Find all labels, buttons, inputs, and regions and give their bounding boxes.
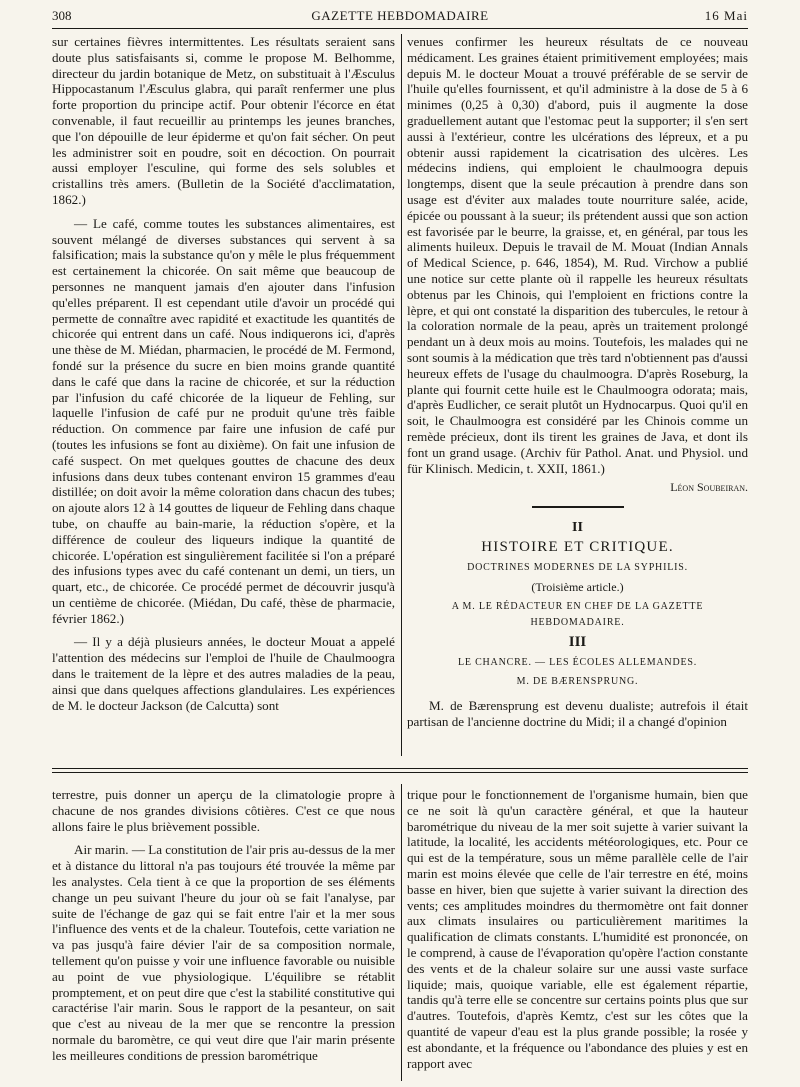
paragraph: sur certaines fièvres intermittentes. Les résultats seraient sans doute plus satisfaisants si, comme le propose M. Belhomme, directeur du jardin botanique de Metz, on substituait à l'Æsculus Hippocastanum l'Æsculus glabra, qui paraît renfermer une plus forte proportion du principe actif. Pour obtenir l'écorce en état convenable, il faut recueillir au printemps les jeunes branches, que l'on dépouille de leur épiderme et qu'on fait sécher. On peut les administrer soit en poudre, soit en décoction. On pourrait aussi employer l'esculine, qui forme des sels solubles et cristallins très amers. (Bulletin de la Société d'acclimatation, 1862.) [52, 34, 395, 207]
section-number: II [572, 520, 583, 536]
section-rule [532, 506, 624, 508]
column-divider [401, 784, 402, 1081]
article-address: A M. LE RÉDACTEUR EN CHEF DE LA GAZETTE HEBDOMADAIRE. [451, 601, 704, 629]
journal-title: GAZETTE HEBDOMADAIRE [311, 8, 489, 23]
feuilleton-rule [52, 772, 748, 773]
paragraph: M. de Bærensprung est devenu dualiste; autrefois il était partisan de l'ancienne doctrine du Midi; il a changé d'opinion [407, 698, 748, 730]
column-divider [401, 34, 402, 756]
paragraph: — Le café, comme toutes les substances alimentaires, est souvent mélangé de diverses substances qui servent à sa falsification; mais la substance qu'on y mêle le plus fréquemment est certainement la chicorée. On sait même que beaucoup de personnes ne manquent jamais d'en ajouter dans l'infusion qu'elles préparent. Il est cependant utile d'avoir un procédé qui permette de connaître avec rapidité et exactitude les quantités de chicorée qui entrent dans un café. Nous indiquerons ici, d'après une thèse de M. Miédan, pharmacien, le procédé de M. Fermond, fondé sur la présence du sucre en bien moins grande quantité dans le café que dans la racine de chicorée, et sur la réduction par l'infusion du café chicorée de la liqueur de Fehling, sur laquelle l'infusion de café pur ne produit qu'une très faible réduction. On commence par faire une infusion de café pur (toutes les infusions se font au dixième). On fait une infusion de café suspect. On met quelques gouttes de chacune des deux infusions dans deux tubes contenant environ 15 grammes d'eau distillée; on doit avoir la même coloration dans chacun des tubes; on ajoute alors 12 à 14 gouttes de liqueur de Fehling dans chaque tube, on chauffe au bain-marie, la réduction s'opère, et la différence de couleur des liqueurs indique la quantité de chicorée. L'opération est singulièrement facilitée si l'on a préparé des infusions types avec du café contenant un demi, un tiers, un quart, etc., de chicorée. Ce procédé permet de découvrir jusqu'à un centième de chicorée. (Miédan, Du café, thèse de pharmacie, février 1862.) [52, 215, 395, 626]
paragraph: trique pour le fonctionnement de l'organisme humain, bien que ce ne soit là qu'un caractère général, et que la hauteur barométrique du niveau de la mer soit sujette à varier suivant la latitude, la localité, les accidents météorologiques, etc. Pour ce qui est de la température, sous un même parallèle celle de l'air marin est moins élevée que celle de l'air terrestre en été, moins basse en hiver, bien que sujette à varier suivant la direction des vents; ces amplitudes moindres du thermomètre ont fait donner aux climats insulaires ou particulièrement maritimes la qualification de climats constants. L'humidité est prononcée, on le comprend, à cause de l'évaporation qu'opère l'action constante des vents et de la chaleur solaire sur une aussi vaste surface liquide; mais, quoique variable, elle est également répartie, tandis qu'à terre elle se concentre sur certains points plus que sur d'autres. Toutefois, d'après Kemtz, c'est sur les côtes que la quantité de vapeur d'eau est la plus grande possible; la rosée y est abondante, et la fréquence ou l'abondance des pluies y est en rapport avec [407, 787, 748, 1071]
header-rule [52, 28, 748, 29]
section-title: HISTOIRE ET CRITIQUE. [481, 538, 674, 555]
paragraph: — Il y a déjà plusieurs années, le docteur Mouat a appelé l'attention des médecins sur l'emploi de l'huile de Chaulmoogra dans le traitement de la lèpre et des autres maladies de la peau, ainsi que dans quelques affections glandulaires. Les expériences de M. le docteur Jackson (de Calcutta) sont [52, 634, 395, 713]
upper-left-column [52, 34, 395, 756]
paragraph: terrestre, puis donner un aperçu de la climatologie propre à chacune de nos grandes divisions côtières. C'est ce que nous allons faire le plus brièvement possible. [52, 787, 395, 834]
author-signature: Léon Soubeiran. [670, 480, 748, 495]
upper-right-column [407, 34, 748, 756]
paragraph: Air marin. — La constitution de l'air pris au-dessus de la mer et à distance du littoral n'a pas toujours été trouvée la même par les analystes. Cela tient à ce que la proportion de ses éléments change un peu suivant l'heure du jour où se fait l'analyse, par suite de l'échange de gaz qui se fait entre l'air et la mer sous l'influence des vents et de la chaleur. Toutefois, cette variation ne va pas jusqu'à faire dévier l'air de sa composition normale, tellement qu'on puisse y voir une influence favorable ou nuisible au point de vue physiologique. L'équilibre se rétablit promptement, et on peut dire que c'est la stabilité constitutive qui caractérise l'air marin. Sous le rapport de la pesanteur, on sait que c'est au niveau de la mer que se rencontre la pression normale du baromètre, ce qui veut dire que l'air marin présente les meilleures conditions de pression barométrique [52, 842, 395, 1063]
article-note: (Troisième article.) [531, 579, 624, 594]
paragraph: venues confirmer les heureux résultats de ce nouveau médicament. Les graines étaient primitivement employées; mais depuis M. le docteur Mouat a trouvé préférable de se servir de l'huile qu'elles fournissent, et qu'il administre à la dose de 5 à 6 minimes (0,25 à 0,30) d'abord, puis il augmente la dose graduellement autant que l'estomac peut la supporter; il s'en sert aussi à l'extérieur, contre les ulcérations des lépreux, et a pu obtenir aussi rapidement la cicatrisation des ulcères. Les médecins indiens, qui emploient le chaulmoogra depuis longtemps, disent que la seule précaution à prendre dans son usage est d'éviter aux malades toute nourriture salée, acide, épicée ou poussant à la sueur; ils prétendent aussi que son action est favorisée par le beurre, la graisse, et, en général, par tous les aliments huileux. Depuis le travail de M. Mouat (Indian Annals of Medical Science, p. 646, 1854), M. Rud. Virchow a publié une notice sur cette plante où il rappelle les heureux résultats obtenus par les Chinois, qui l'emploient en frictions contre la lèpre, et qui ont constaté la disparition des tubercules, le retour à la coloration normale de la peau, après un traitement prolongé pendant un à deux mois au moins. Toutefois, les malades qui ne sont soumis à la médication que très tard n'obtiennent pas d'aussi heureux effets de l'usage du chaulmoogra. D'après Roseburg, la plante qui fournit cette huile est le Chaulmoogra odorata; mais, d'après Eudlicher, ce serait plutôt un Hydnocarpus. Quoi qu'il en soit, le Chaulmoogra est considéré par les Chinois comme un remède précieux, dont ils tirent les graines de Java, et dont ils font un grand usage. (Archiv für Pathol. Anat. und Physiol. und für Klinisch. Medicin, t. XXII, 1861.) [407, 34, 748, 476]
article-subtitle: DOCTRINES MODERNES DE LA SYPHILIS. [467, 561, 688, 573]
part-number: III [568, 633, 587, 650]
part-title: LE CHANCRE. — LES ÉCOLES ALLEMANDES. [457, 656, 698, 668]
issue-date: 16 Mai [704, 8, 748, 23]
lower-left-column [52, 787, 395, 1083]
feuilleton-rule [52, 768, 748, 769]
page-number: 308 [52, 8, 72, 23]
part-author: M. DE BÆRENSPRUNG. [516, 676, 639, 688]
lower-right-column [407, 787, 748, 1083]
